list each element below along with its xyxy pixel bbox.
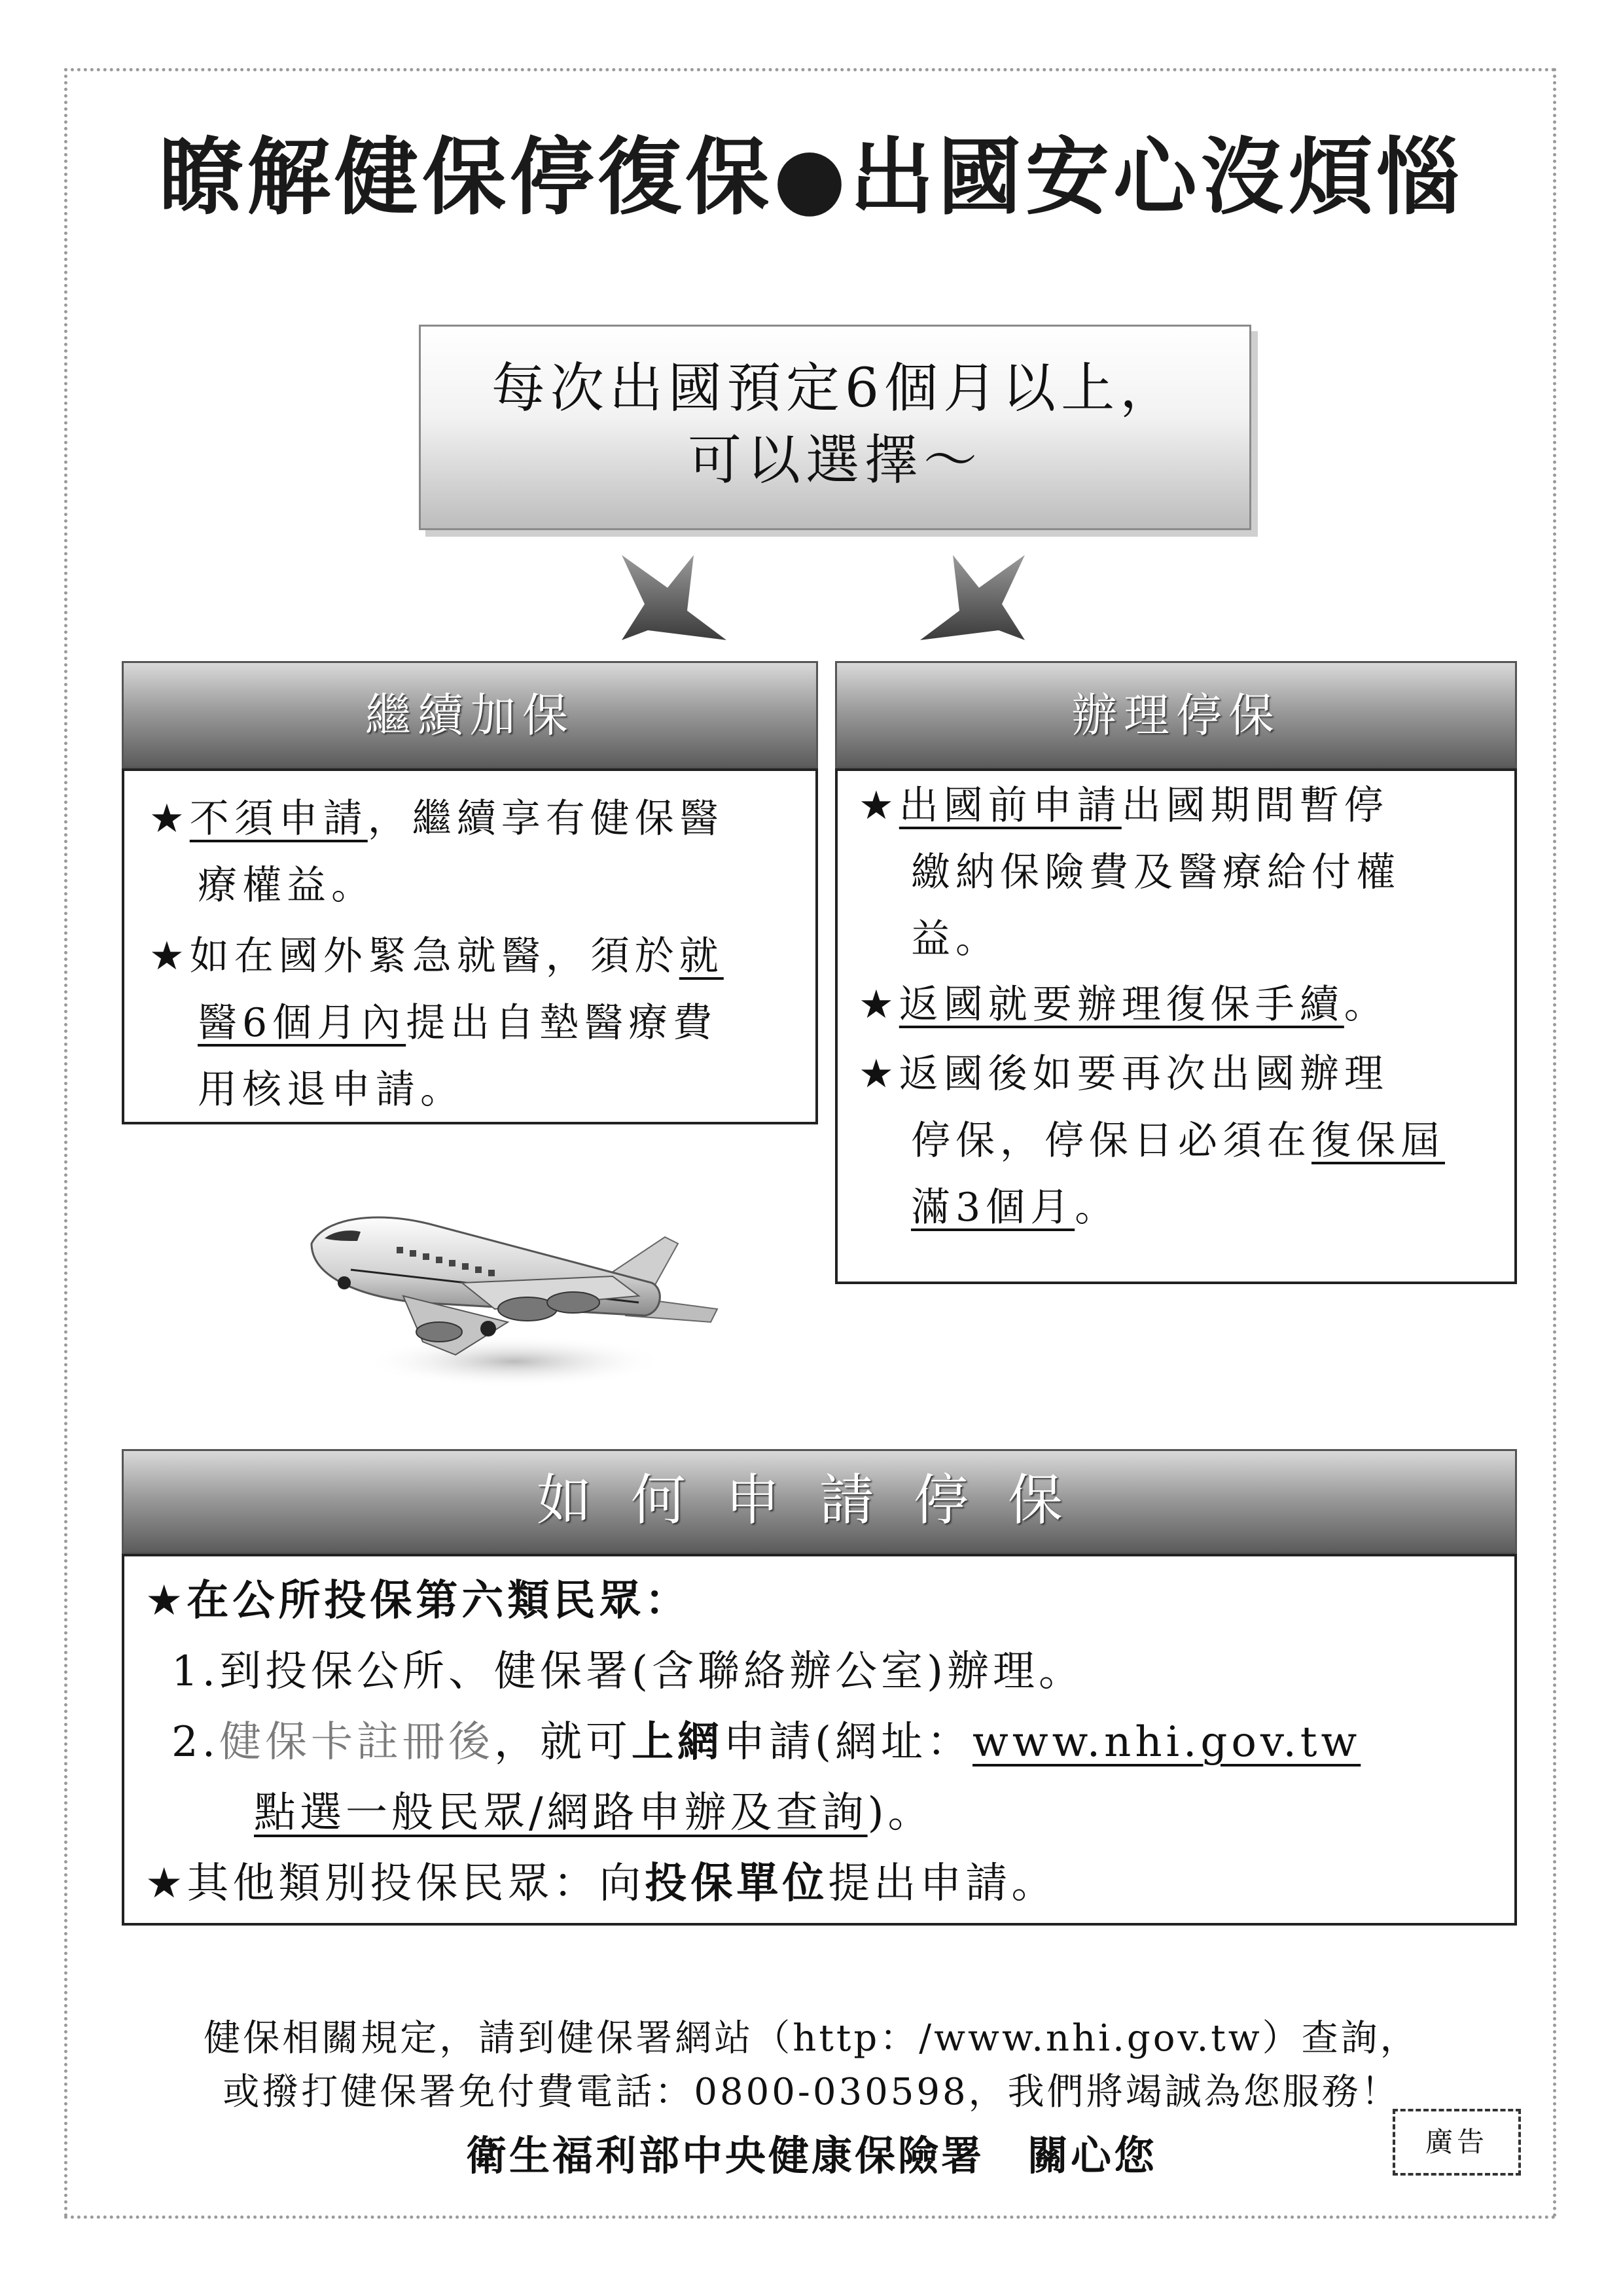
page-title: 瞭解健保停復保●出國安心沒煩惱 [159, 129, 1464, 226]
section-step-2-line-2 [254, 1779, 934, 1839]
star-icon: ★ [149, 933, 190, 979]
section-step-2 [171, 1708, 1361, 1768]
section-point1-text: 在公所投保第六類民眾： [187, 1576, 691, 1625]
star-icon: ★ [859, 1051, 899, 1097]
right-item-2 [859, 971, 1389, 1038]
step2-prefix: 2. [171, 1718, 220, 1767]
point2-b: 提出申請。 [828, 1859, 1058, 1908]
right-item2-rest: 。 [1344, 982, 1389, 1028]
right-heading-text: 辦理停保 [1071, 689, 1281, 742]
step2-line2-underlined: 點選一般民眾/網路申辦及查詢 [254, 1789, 868, 1837]
step2-mid-b: 申請(網址： [723, 1718, 973, 1767]
left-item1-rest: ，繼續享有健保醫 [367, 796, 724, 842]
star-icon: ★ [149, 796, 190, 842]
step2-line2-rest: )。 [867, 1789, 934, 1837]
left-item2-underlined-a: 就 [679, 933, 724, 979]
right-item-1-line-3: 益。 [911, 916, 1000, 962]
right-item3-rest: 。 [1075, 1185, 1120, 1230]
right-item-3 [859, 1041, 1389, 1107]
step2-bold: 上網 [632, 1717, 724, 1767]
intro-callout [419, 325, 1251, 530]
left-item2-text: 如在國外緊急就醫，須於 [189, 933, 679, 979]
step2-highlight: 健保卡註冊後 [219, 1718, 495, 1767]
airplane-illustration [298, 1198, 730, 1394]
footer-signature: 衛生福利部中央健康保險署 關心您 [465, 2132, 1157, 2179]
left-item1-underlined: 不須申請 [189, 796, 368, 842]
left-item-2-line-3: 用核退申請。 [198, 1067, 465, 1113]
point2-a: 其他類別投保民眾：向 [187, 1859, 645, 1908]
section-heading: 如何申請停保 [122, 1449, 1517, 1554]
right-item1-rest: 出國期間暫停 [1121, 783, 1389, 829]
ad-badge: 廣告 [1393, 2109, 1521, 2176]
section-point-1 [145, 1567, 690, 1627]
left-item-2-line-2 [198, 990, 717, 1056]
left-item-1 [149, 785, 724, 852]
right-item-1-line-2: 繳納保險費及醫療給付權 [911, 850, 1400, 895]
down-arrow-left-icon [609, 548, 740, 647]
down-arrow-right-icon [907, 548, 1038, 647]
step2-url-link[interactable]: www.nhi.gov.tw [972, 1718, 1361, 1767]
left-item-2 [149, 923, 724, 990]
intro-line-1: 每次出國預定6個月以上， [491, 357, 1179, 420]
right-item3-plain: 停保，停保日必須在 [911, 1118, 1311, 1164]
right-column-heading [835, 661, 1517, 768]
step2-mid-a: ，就可 [494, 1718, 632, 1767]
right-item-3-line-3 [911, 1174, 1119, 1241]
intro-line-2: 可以選擇～ [687, 429, 982, 492]
right-item3-underlined-a: 復保屆 [1311, 1118, 1445, 1164]
left-heading-text: 繼續加保 [365, 689, 575, 742]
star-icon: ★ [859, 982, 899, 1028]
star-icon: ★ [859, 783, 899, 829]
left-item2-rest: 提出自墊醫療費 [406, 1000, 718, 1046]
footer-line-1: 健保相關規定，請到健保署網站（http：/www.nhi.gov.tw）查詢， [204, 2017, 1419, 2060]
section-point-2 [145, 1850, 1057, 1910]
left-item2-underlined-b: 醫6個月內 [198, 1000, 406, 1046]
point2-bold: 投保單位 [645, 1859, 829, 1908]
left-item-1-line-2: 療權益。 [198, 863, 376, 908]
right-item1-underlined: 出國前申請 [899, 783, 1122, 829]
right-item3-text: 返國後如要再次出國辦理 [899, 1051, 1389, 1097]
left-column-heading [122, 661, 818, 768]
section-step-1: 1.到投保公所、健保署(含聯絡辦公室)辦理。 [171, 1647, 1084, 1696]
footer-line-2: 或撥打健保署免付費電話：0800-030598，我們將竭誠為您服務！ [223, 2071, 1400, 2113]
right-item2-underlined: 返國就要辦理復保手續 [899, 982, 1344, 1028]
right-item-3-line-2 [911, 1107, 1445, 1174]
star-icon: ★ [145, 1577, 187, 1625]
right-item-1 [859, 772, 1389, 839]
right-item3-underlined-b: 滿3個月 [911, 1185, 1075, 1230]
star-icon: ★ [145, 1859, 187, 1908]
